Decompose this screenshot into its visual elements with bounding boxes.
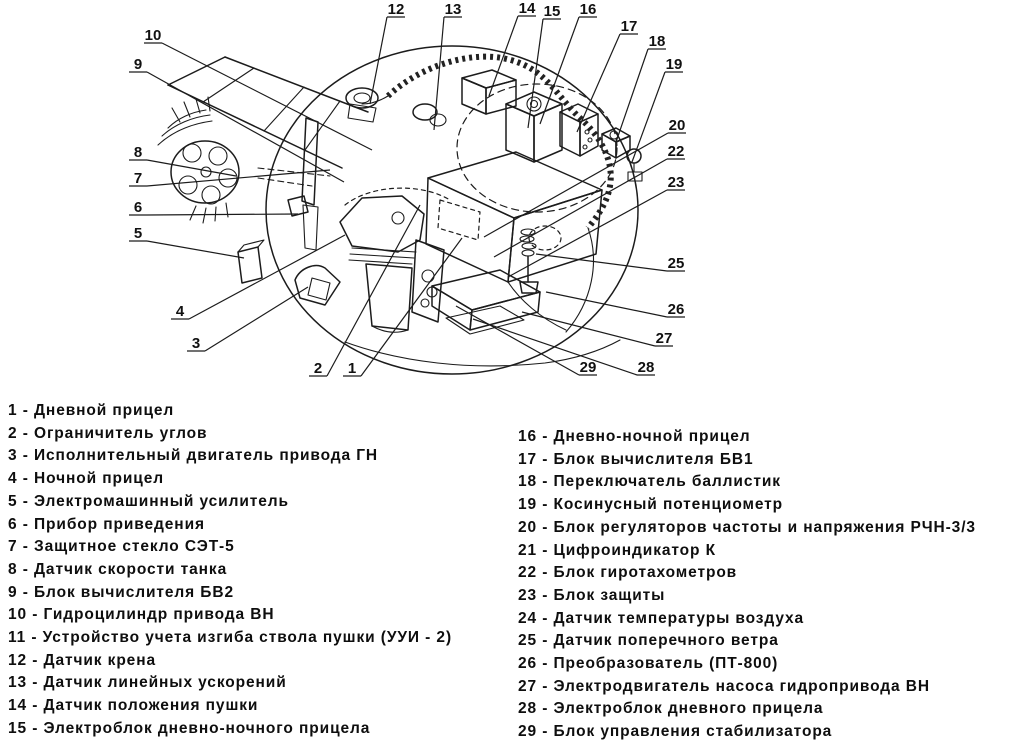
leader-line-25	[536, 254, 667, 271]
legend-item-28: 28 - Электроблок дневного прицела	[518, 700, 824, 718]
legend-item-9: 9 - Блок вычислителя БВ2	[8, 583, 234, 601]
callout-5: 5	[133, 225, 143, 242]
roll-sensor	[346, 88, 378, 122]
callout-29: 29	[579, 359, 597, 376]
callout-8: 8	[133, 144, 143, 161]
callout-16: 16	[579, 1, 597, 18]
legend-item-1: 1 - Дневной прицел	[8, 402, 175, 419]
legend-item-26: 26 - Преобразователь (ПТ-800)	[518, 655, 779, 673]
legend-item-6: 6 - Прибор приведения	[8, 515, 205, 533]
callout-19: 19	[665, 56, 683, 73]
leader-line-19	[632, 72, 665, 162]
legend-item-2: 2 - Ограничитель углов	[8, 424, 208, 442]
leader-line-4	[189, 235, 345, 319]
legend-item-7: 7 - Защитное стекло СЭТ-5	[8, 538, 235, 556]
callout-9: 9	[133, 56, 143, 73]
legend-item-27: 27 - Электродвигатель насоса гидропривода ВН	[518, 677, 930, 695]
callout-10: 10	[144, 27, 162, 44]
legend-column-left	[8, 400, 452, 741]
leader-line-23	[508, 190, 667, 277]
legend-item-4: 4 - Ночной прицел	[8, 470, 164, 488]
callout-22: 22	[667, 143, 685, 160]
callout-26: 26	[667, 301, 685, 318]
legend-item-25: 25 - Датчик поперечного ветра	[518, 632, 779, 650]
leader-line-27	[522, 312, 655, 346]
callout-13: 13	[444, 1, 462, 18]
callout-6: 6	[133, 199, 143, 216]
legend-item-19: 19 - Косинусный потенциометр	[518, 496, 784, 514]
callout-4: 4	[175, 303, 185, 320]
callout-25: 25	[667, 255, 685, 272]
leader-line-15	[528, 19, 543, 128]
callout-1: 1	[347, 360, 357, 377]
legend-item-12: 12 - Датчик крена	[8, 651, 156, 669]
callout-20: 20	[668, 117, 686, 134]
legend-item-13: 13 - Датчик линейных ускорений	[8, 674, 287, 692]
callout-7: 7	[133, 170, 143, 187]
computer-block-bv1	[560, 104, 598, 156]
callout-3: 3	[191, 335, 201, 352]
leader-line-28	[473, 319, 637, 375]
leader-line-1	[361, 238, 462, 376]
leader-line-2	[327, 205, 420, 376]
legend-item-22: 22 - Блок гиротахометров	[518, 564, 738, 582]
callout-14: 14	[518, 0, 536, 17]
callout-28: 28	[637, 359, 655, 376]
legend-item-5: 5 - Электромашинный усилитель	[8, 492, 289, 510]
day-sight	[340, 188, 450, 332]
leader-line-6	[147, 214, 298, 215]
amplifier-box	[238, 240, 264, 283]
legend-item-16: 16 - Дневно-ночной прицел	[518, 428, 751, 445]
legend-item-10: 10 - Гидроцилиндр привода ВН	[8, 606, 275, 624]
legend-column-right	[518, 426, 976, 744]
gun-barrel	[168, 57, 368, 168]
gun-position-sensor	[462, 70, 516, 114]
leader-line-3	[205, 287, 308, 351]
leader-line-12	[370, 17, 387, 104]
leader-line-22	[494, 159, 667, 257]
central-block	[426, 152, 602, 282]
acceleration-sensor	[413, 104, 446, 126]
legend-item-24: 24 - Датчик температуры воздуха	[518, 609, 805, 627]
leader-line-5	[147, 241, 244, 258]
legend-item-14: 14 - Датчик положения пушки	[8, 697, 259, 715]
leader-line-26	[546, 292, 667, 317]
leader-line-13	[434, 17, 444, 130]
leader-line-20	[484, 133, 668, 237]
callout-2: 2	[313, 360, 323, 377]
legend-item-18: 18 - Переключатель баллистик	[518, 473, 781, 491]
callout-17: 17	[620, 18, 638, 35]
callout-15: 15	[543, 3, 561, 20]
callout-27: 27	[655, 330, 673, 347]
legend-item-17: 17 - Блок вычислителя БВ1	[518, 450, 754, 468]
callout-23: 23	[667, 174, 685, 191]
callout-12: 12	[387, 1, 405, 18]
leader-line-18	[616, 49, 648, 142]
cable-run	[362, 57, 611, 228]
legend-item-23: 23 - Блок защиты	[518, 586, 666, 604]
legend-item-20: 20 - Блок регуляторов частоты и напряжения РЧН-3/3	[518, 518, 976, 536]
legend-item-8: 8 - Датчик скорости танка	[8, 560, 228, 578]
legend-item-21: 21 - Цифроиндикатор К	[518, 541, 716, 559]
legend-item-3: 3 - Исполнительный двигатель привода ГН	[8, 447, 379, 465]
callout-18: 18	[648, 33, 666, 50]
legend-item-15: 15 - Электроблок дневно-ночного прицела	[8, 719, 371, 737]
drive-motor	[295, 266, 340, 305]
legend-item-11: 11 - Устройство учета изгиба ствола пушки (УУИ - 2)	[8, 629, 453, 647]
legend-item-29: 29 - Блок управления стабилизатора	[518, 723, 833, 741]
